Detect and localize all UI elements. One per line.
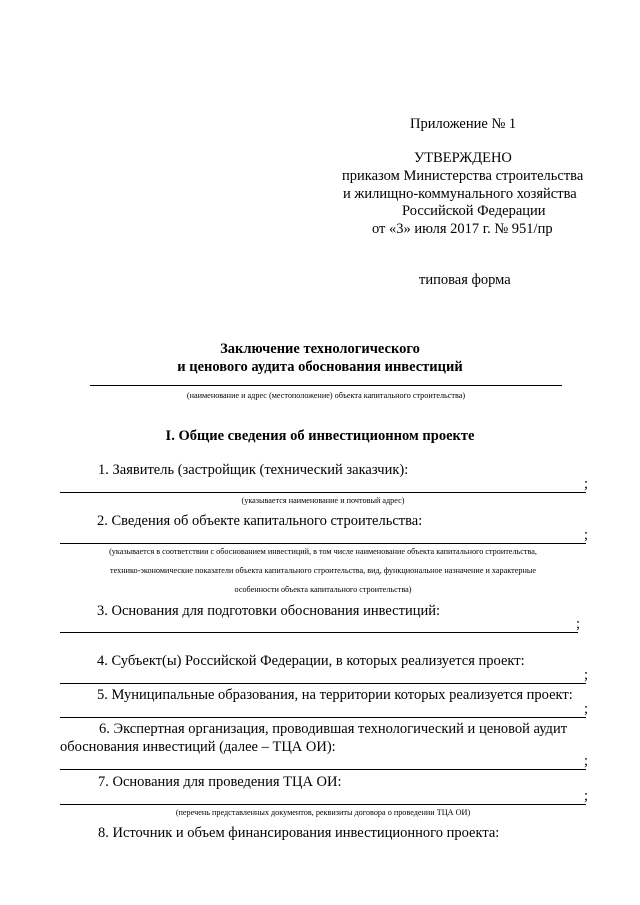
item-3-blank-line[interactable] xyxy=(60,632,578,633)
item-4-blank-line[interactable] xyxy=(60,683,586,684)
item-1-blank-line[interactable] xyxy=(60,492,586,493)
item-7-semicolon: ; xyxy=(584,788,589,804)
item-4-semicolon: ; xyxy=(584,667,589,683)
document-title-line-1: Заключение технологического xyxy=(220,341,420,357)
item-6-expert-org-label-line-1: 6. Экспертная организация, проводившая технологический и ценовой аудит xyxy=(99,721,568,737)
item-5-blank-line[interactable] xyxy=(60,717,586,718)
item-7-caption: (перечень представленных документов, реквизиты договора о проведении ТЦА ОИ) xyxy=(175,808,471,817)
item-1-applicant-label: 1. Заявитель (застройщик (технический заказчик): xyxy=(98,462,409,478)
order-line-2: и жилищно-коммунального хозяйства xyxy=(343,186,577,202)
item-2-caption-line-3: особенности объекта капитального строительства) xyxy=(234,585,412,594)
item-3-basis-label: 3. Основания для подготовки обоснования инвестиций: xyxy=(97,603,441,619)
order-line-4: от «3» июля 2017 г. № 951/пр xyxy=(372,221,553,237)
item-6-semicolon: ; xyxy=(584,753,589,769)
item-3-semicolon: ; xyxy=(576,616,581,632)
order-line-3: Российской Федерации xyxy=(402,203,546,219)
approved-label: УТВЕРЖДЕНО xyxy=(414,150,512,166)
item-7-audit-basis-label: 7. Основания для проведения ТЦА ОИ: xyxy=(98,774,342,790)
document-title-line-2: и ценового аудита обоснования инвестиций xyxy=(177,359,463,375)
appendix-label: Приложение № 1 xyxy=(410,116,517,132)
order-line-1: приказом Министерства строительства xyxy=(342,168,584,184)
item-2-semicolon: ; xyxy=(584,527,589,543)
object-name-blank-line[interactable] xyxy=(90,385,562,386)
item-7-blank-line[interactable] xyxy=(60,804,586,805)
object-name-caption: (наименование и адрес (местоположение) объекта капитального строительства) xyxy=(186,391,466,400)
item-6-expert-org-label-line-2: обоснования инвестиций (далее – ТЦА ОИ): xyxy=(60,739,336,755)
form-type-label: типовая форма xyxy=(419,272,511,288)
item-5-semicolon: ; xyxy=(584,701,589,717)
item-1-semicolon: ; xyxy=(584,476,589,492)
item-4-regions-label: 4. Субъект(ы) Российской Федерации, в которых реализуется проект: xyxy=(97,653,525,669)
section-1-heading: I. Общие сведения об инвестиционном проекте xyxy=(165,428,475,444)
item-1-caption: (указывается наименование и почтовый адрес) xyxy=(241,496,405,505)
item-5-municipalities-label: 5. Муниципальные образования, на территории которых реализуется проект: xyxy=(97,687,573,703)
item-2-caption-line-1: (указывается в соответствии с обоснованием инвестиций, в том числе наименование объекта капитального строительства, xyxy=(109,547,537,556)
item-8-financing-label: 8. Источник и объем финансирования инвестиционного проекта: xyxy=(98,825,500,841)
item-2-blank-line[interactable] xyxy=(60,543,586,544)
item-6-blank-line[interactable] xyxy=(60,769,586,770)
item-2-object-label: 2. Сведения об объекте капитального строительства: xyxy=(97,513,423,529)
item-2-caption-line-2: технико-экономические показатели объекта капитального строительства, вид, функциональное назначение и характерные xyxy=(110,566,536,575)
